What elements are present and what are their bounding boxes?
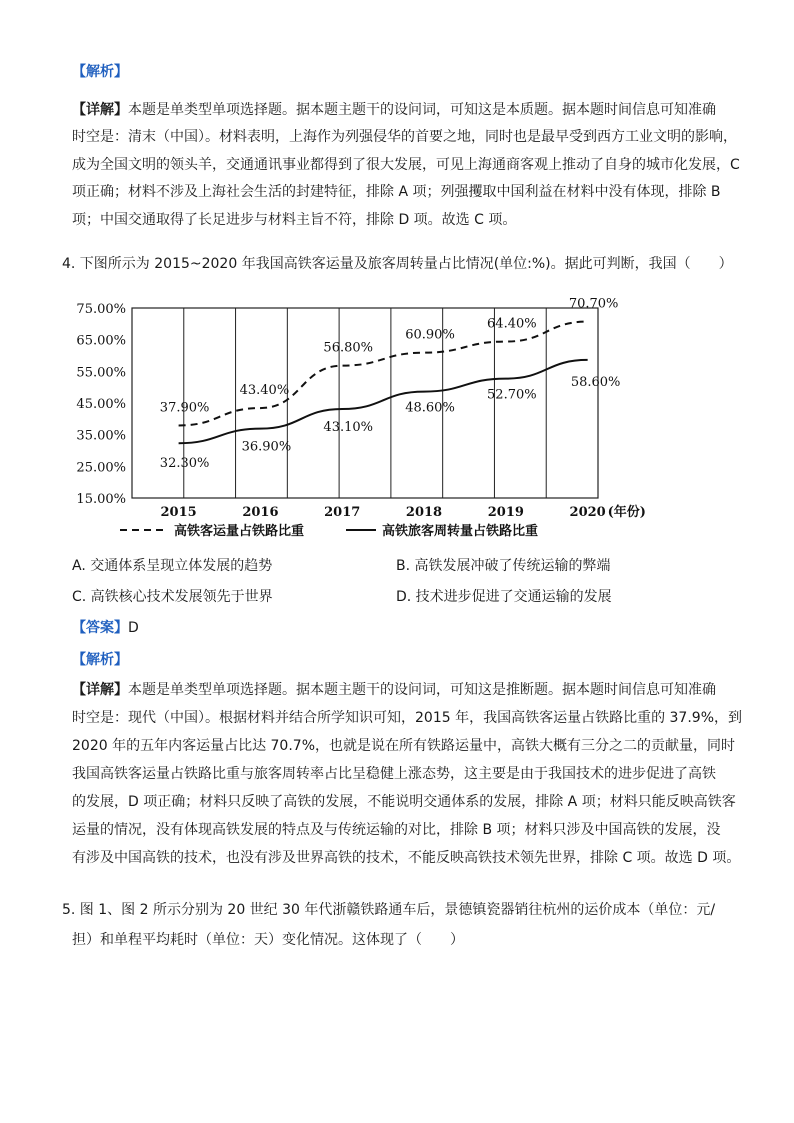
y-tick-label: 75.00% bbox=[76, 302, 126, 317]
x-tick-label: 2018 bbox=[405, 505, 443, 520]
data-label: 58.60% bbox=[570, 374, 621, 390]
x-axis-ticks bbox=[161, 504, 646, 520]
q4-detail-line: 时空是：现代（中国）。根据材料并结合所学知识可知，2015 年，我国高铁客运量占铁路比重的 37.9%，到 bbox=[72, 710, 743, 726]
q3-detail-line: 成为全国文明的领头羊，交通通讯事业都得到了很大发展，可见上海通商客观上推动了自身的城市化发展，C bbox=[72, 157, 740, 173]
q4-detail-line: 的发展，D 项正确；材料只反映了高铁的发展，不能说明交通体系的发展，排除 A 项；材料只能反映高铁客 bbox=[72, 794, 736, 810]
y-tick-label: 15.00% bbox=[76, 492, 126, 507]
analysis-tag: 【解析】 bbox=[72, 652, 128, 668]
railway-share-chart bbox=[70, 286, 646, 551]
q4-detail-line bbox=[72, 680, 732, 700]
y-axis-ticks bbox=[76, 302, 126, 507]
q4-detail-line: 2020 年的五年内客运量占比达 70.7%，也就是说在所有铁路运量中，高铁大概有三分之二的贡献量，同时 bbox=[72, 738, 736, 754]
data-labels bbox=[160, 297, 621, 472]
q3-detail-line bbox=[72, 100, 732, 120]
detail-tag: 【详解】 bbox=[72, 682, 128, 698]
q4-detail-line: 有涉及中国高铁的技术，也没有涉及世界高铁的技术，不能反映高铁技术领先世界，排除 C 项。故选 D 项。 bbox=[72, 850, 741, 866]
q3-detail-line: 项；中国交通取得了长足进步与材料主旨不符，排除 D 项。故选 C 项。 bbox=[72, 212, 517, 228]
q4-detail-line: 我国高铁客运量占铁路比重与旅客周转率占比呈稳健上涨态势，这主要是由于我国技术的进步促进了高铁 bbox=[72, 766, 716, 782]
y-tick-label: 55.00% bbox=[76, 365, 126, 381]
data-label: 56.80% bbox=[323, 340, 374, 356]
x-tick-label: 2016 bbox=[242, 505, 279, 520]
x-tick-label: 2017 bbox=[324, 505, 361, 520]
y-tick-label: 65.00% bbox=[76, 333, 126, 349]
q4-detail-line: 运量的情况，没有体现高铁发展的特点及与传统运输的对比，排除 B 项；材料只涉及中国高铁的发展，没 bbox=[72, 822, 721, 838]
answer-tag: 【答案】 bbox=[72, 620, 128, 636]
data-label: 37.90% bbox=[159, 400, 210, 416]
q3-detail-line: 时空是：清末（中国）。材料表明，上海作为列强侵华的首要之地，同时也是最早受到西方工业文明的影响， bbox=[72, 129, 737, 145]
data-label: 43.40% bbox=[239, 383, 290, 399]
q3-detail-text: 本题是单类型单项选择题。据本题主题干的设问词，可知这是本质题。据本题时间信息可知准确 bbox=[128, 102, 716, 118]
q4-analysis-heading bbox=[72, 650, 732, 670]
q4-detail-text: 本题是单类型单项选择题。据本题主题干的设问词，可知这是推断题。据本题时间信息可知准确 bbox=[128, 682, 716, 698]
chart-legend bbox=[120, 523, 538, 539]
data-label: 60.90% bbox=[405, 327, 455, 343]
x-unit-label: (年份) bbox=[607, 505, 646, 520]
y-tick-label: 35.00% bbox=[76, 428, 126, 444]
data-label: 52.70% bbox=[487, 387, 537, 403]
data-label: 48.60% bbox=[405, 400, 455, 416]
q5-stem-line: 5. 图 1、图 2 所示分别为 20 世纪 30 年代浙赣铁路通车后，景德镇瓷器销往杭州的运价成本（单位：元/ bbox=[62, 902, 716, 918]
data-label: 36.90% bbox=[241, 439, 292, 455]
x-tick-label: 2019 bbox=[487, 505, 524, 520]
q3-analysis-heading bbox=[72, 62, 732, 82]
q3-detail-line: 项正确；材料不涉及上海社会生活的封建特征，排除 A 项；列强攫取中国利益在材料中没有体现，排除 B bbox=[72, 184, 721, 200]
x-tick-label: 2015 bbox=[160, 505, 197, 520]
legend-label-turnover: 高铁旅客周转量占铁路比重 bbox=[382, 524, 539, 539]
analysis-tag: 【解析】 bbox=[72, 64, 128, 80]
x-tick-label: 2020 bbox=[569, 505, 606, 520]
answer-value: D bbox=[128, 620, 139, 636]
passenger-volume-line bbox=[179, 322, 588, 426]
y-tick-label: 45.00% bbox=[76, 397, 126, 412]
q4-stem: 4. 下图所示为 2015~2020 年我国高铁客运量及旅客周转量占比情况(单位:%)。据此可判断，我国（ ） bbox=[62, 256, 733, 272]
option-d[interactable]: D. 技术进步促进了交通运输的发展 bbox=[396, 589, 612, 605]
option-a[interactable]: A. 交通体系呈现立体发展的趋势 bbox=[72, 558, 273, 574]
q4-answer bbox=[72, 618, 732, 638]
data-label: 43.10% bbox=[323, 420, 374, 436]
option-b[interactable]: B. 高铁发展冲破了传统运输的弊端 bbox=[396, 558, 611, 574]
legend-label-volume: 高铁客运量占铁路比重 bbox=[174, 524, 305, 539]
detail-tag: 【详解】 bbox=[72, 102, 128, 118]
data-label: 70.70% bbox=[568, 296, 619, 312]
option-c[interactable]: C. 高铁核心技术发展领先于世界 bbox=[72, 589, 273, 605]
data-label: 32.30% bbox=[159, 456, 210, 472]
data-label: 64.40% bbox=[487, 316, 537, 332]
q5-stem-line: 担）和单程平均耗时（单位：天）变化情况。这体现了（ ） bbox=[72, 932, 464, 948]
y-tick-label: 25.00% bbox=[76, 460, 126, 476]
